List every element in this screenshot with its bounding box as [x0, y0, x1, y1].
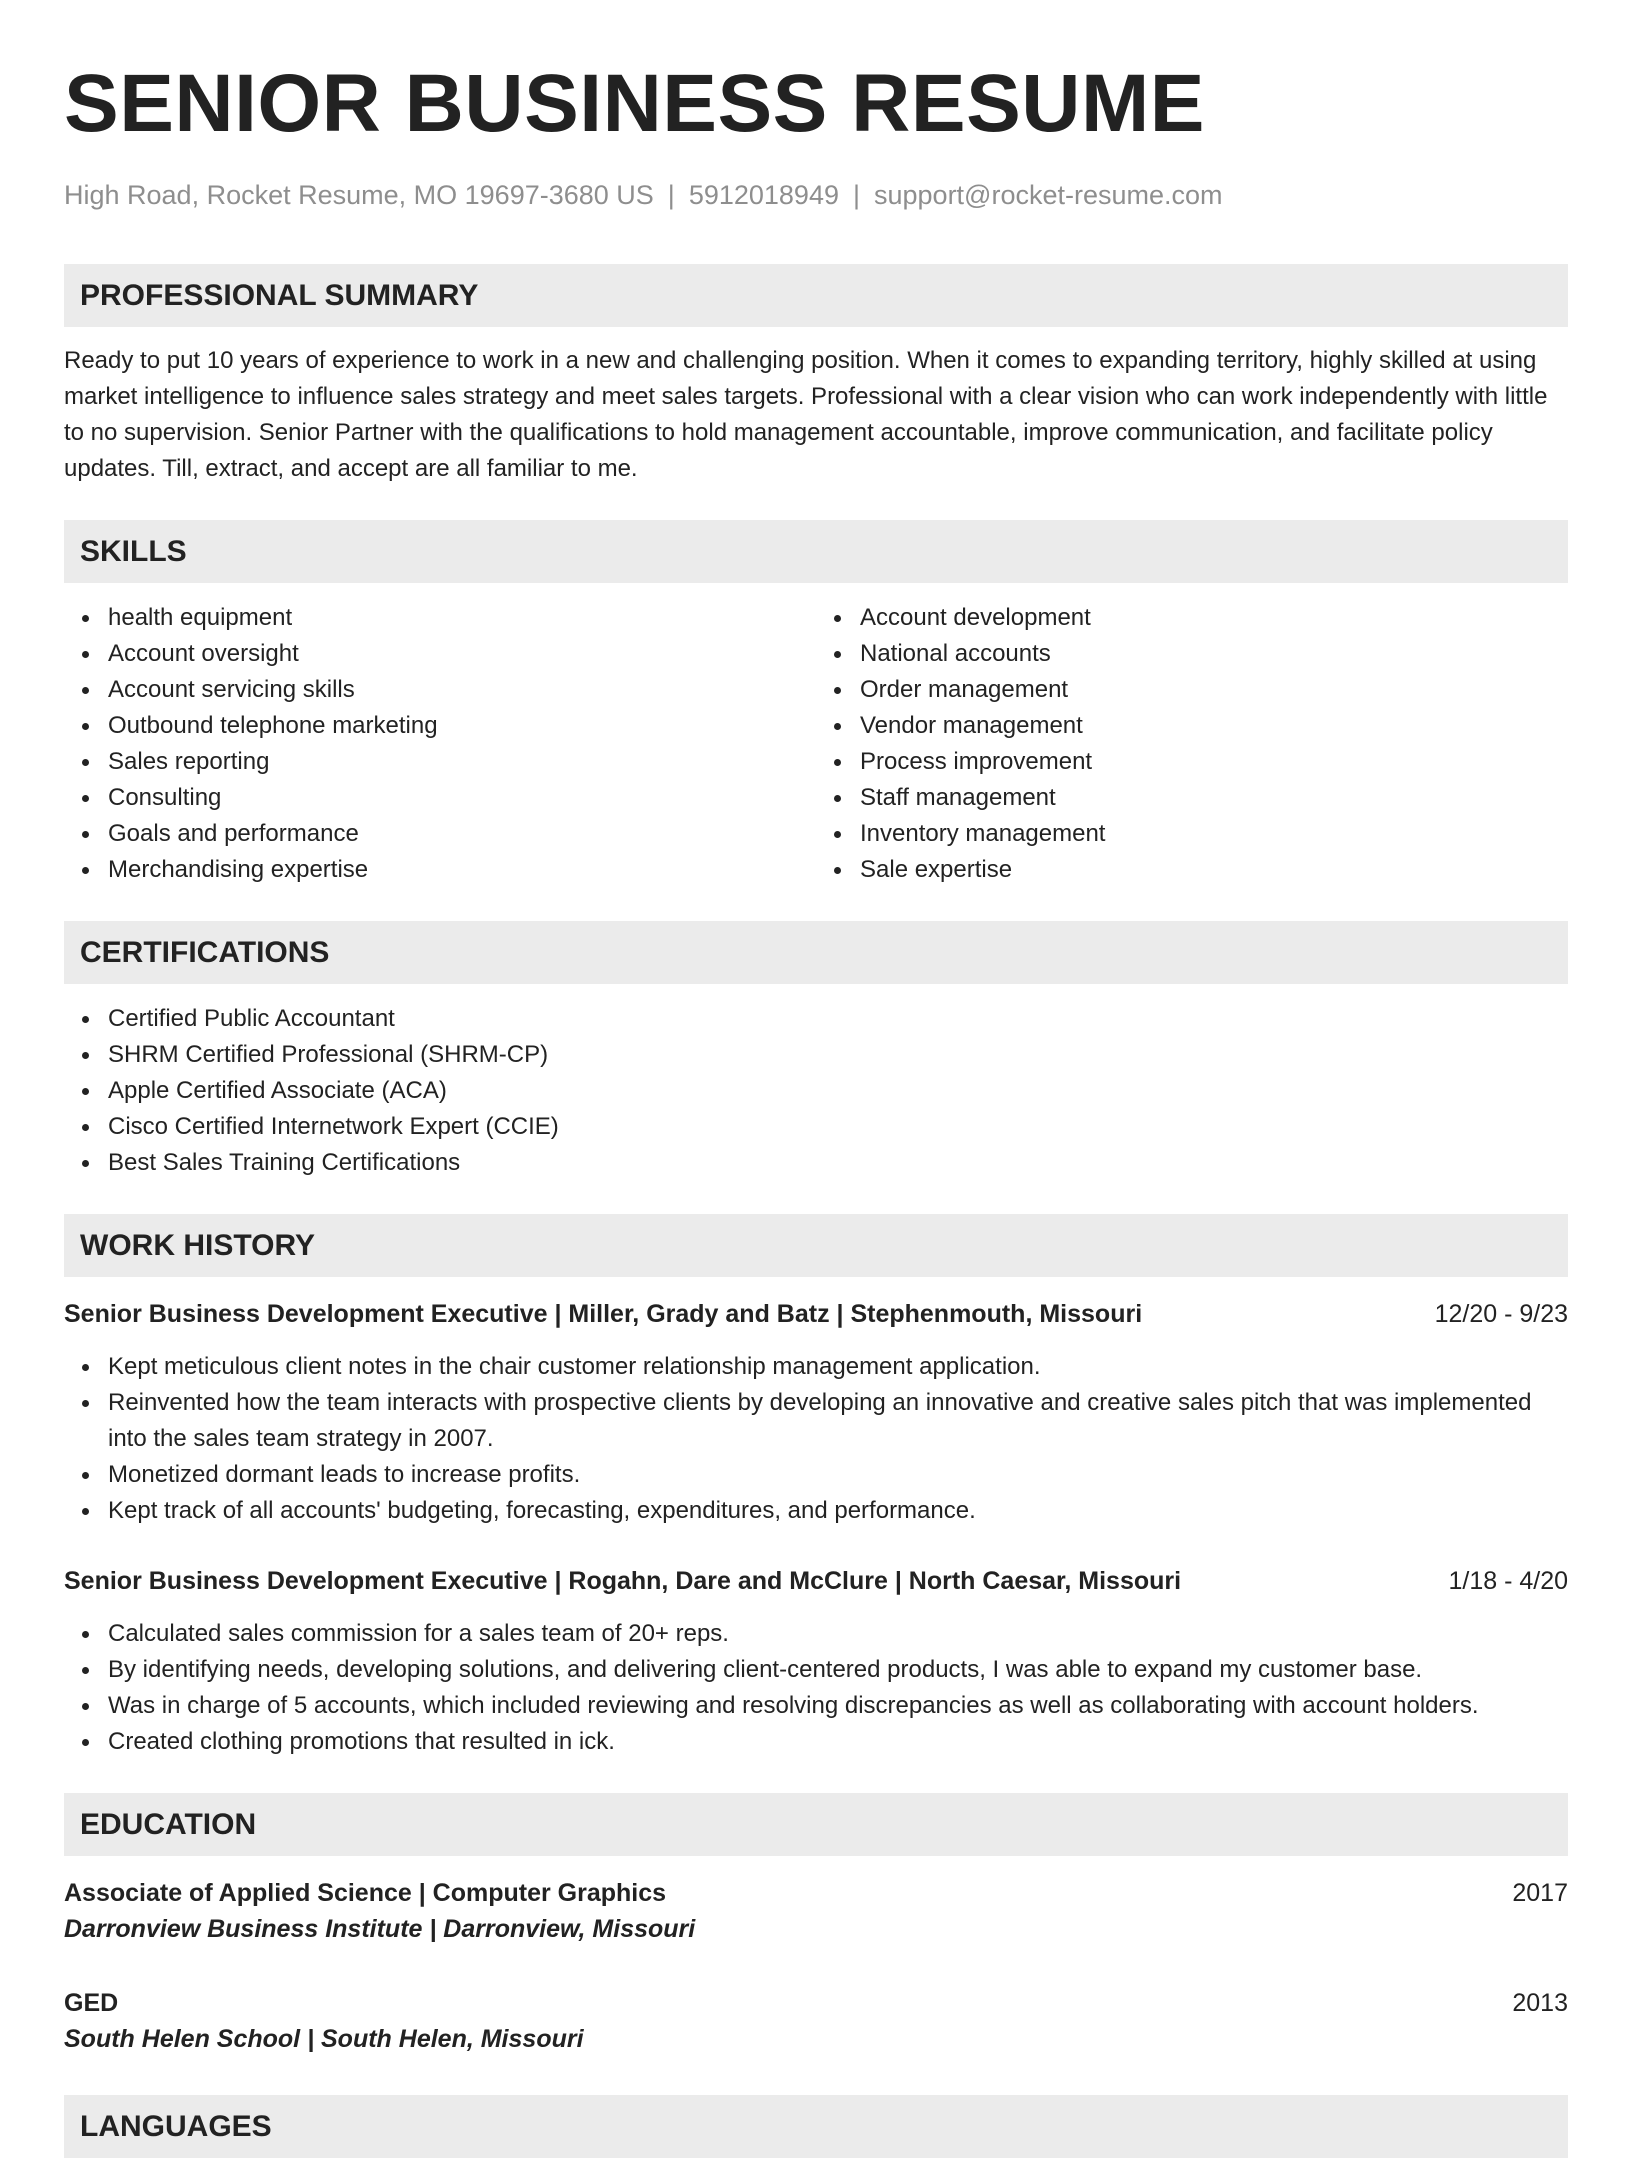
- section-heading-certifications: CERTIFICATIONS: [64, 921, 1568, 984]
- job-bullet: Was in charge of 5 accounts, which included reviewing and resolving discrepancies as well as collaborating with account holders.: [108, 1688, 1568, 1724]
- certification-item: SHRM Certified Professional (SHRM-CP): [108, 1037, 1568, 1073]
- certification-item: Cisco Certified Internetwork Expert (CCIE): [108, 1109, 1568, 1145]
- skill-item: Merchandising expertise: [108, 852, 816, 888]
- skills-column-right: [816, 600, 1568, 888]
- certification-item: Certified Public Accountant: [108, 1001, 1568, 1037]
- education-school: Darronview Business Institute | Darronview, Missouri: [64, 1915, 696, 1943]
- section-heading-work-history: WORK HISTORY: [64, 1214, 1568, 1277]
- education-header: [64, 1985, 1568, 2021]
- skill-item: Process improvement: [860, 744, 1568, 780]
- job-bullets: [64, 1349, 1568, 1529]
- job-bullet: By identifying needs, developing solutions, and delivering client-centered products, I was able to expand my customer base.: [108, 1652, 1568, 1688]
- job-title: Senior Business Development Executive | Rogahn, Dare and McClure | North Caesar, Missouri: [64, 1567, 1182, 1595]
- certification-item: Apple Certified Associate (ACA): [108, 1073, 1568, 1109]
- education-entry: [64, 1875, 1568, 1947]
- job-bullets: [64, 1616, 1568, 1760]
- contact-line: [64, 178, 1568, 212]
- contact-address: High Road, Rocket Resume, MO 19697-3680 US: [64, 180, 654, 210]
- contact-email: support@rocket-resume.com: [874, 180, 1223, 210]
- resume-title: SENIOR BUSINESS RESUME: [64, 58, 1205, 149]
- section-heading-summary: PROFESSIONAL SUMMARY: [64, 264, 1568, 327]
- job-bullet: Reinvented how the team interacts with prospective clients by developing an innovative and creative sales pitch that was implemented into the sales team strategy in 2007.: [108, 1385, 1568, 1457]
- job-dates: 1/18 - 4/20: [1448, 1567, 1568, 1595]
- skill-item: Order management: [860, 672, 1568, 708]
- resume-page: [64, 0, 1568, 2158]
- job-entry: [64, 1563, 1568, 1760]
- education-school: South Helen School | South Helen, Missouri: [64, 2025, 584, 2053]
- job-header: [64, 1563, 1568, 1599]
- job-bullet: Kept track of all accounts' budgeting, forecasting, expenditures, and performance.: [108, 1493, 1568, 1529]
- job-bullet: Kept meticulous client notes in the chair customer relationship management application.: [108, 1349, 1568, 1385]
- education-header: [64, 1875, 1568, 1911]
- skill-item: Outbound telephone marketing: [108, 708, 816, 744]
- skill-item: Staff management: [860, 780, 1568, 816]
- job-entry: [64, 1296, 1568, 1529]
- certification-item: Best Sales Training Certifications: [108, 1145, 1568, 1181]
- education-year: 2017: [1512, 1879, 1568, 1907]
- section-heading-languages: LANGUAGES: [64, 2095, 1568, 2158]
- education-entry: [64, 1985, 1568, 2057]
- skill-item: National accounts: [860, 636, 1568, 672]
- job-header: [64, 1296, 1568, 1332]
- certifications-list: [64, 1001, 1568, 1181]
- education-degree: GED: [64, 1989, 119, 2017]
- skills-column-left: [64, 600, 816, 888]
- job-bullet: Created clothing promotions that resulted in ick.: [108, 1724, 1568, 1760]
- job-bullet: Calculated sales commission for a sales team of 20+ reps.: [108, 1616, 1568, 1652]
- contact-phone: 5912018949: [688, 180, 839, 210]
- section-heading-education: EDUCATION: [64, 1793, 1568, 1856]
- skill-item: Consulting: [108, 780, 816, 816]
- education-degree: Associate of Applied Science | Computer Graphics: [64, 1879, 667, 1907]
- summary-text: Ready to put 10 years of experience to work in a new and challenging position. When it comes to expanding territory, highly skilled at using market intelligence to influence sales strategy and meet sales targets. Professional with a clear vision who can work independently with little to no supervision. Senior Partner with the qualifications to hold management accountable, improve communication, and facilitate policy updates. Till, extract, and accept are all familiar to me.: [64, 347, 1548, 482]
- skills-grid: [64, 600, 1568, 888]
- contact-separator: |: [852, 180, 860, 210]
- skill-item: Account servicing skills: [108, 672, 816, 708]
- job-dates: 12/20 - 9/23: [1434, 1300, 1568, 1328]
- skill-item: Sales reporting: [108, 744, 816, 780]
- skill-item: Account development: [860, 600, 1568, 636]
- skill-item: Vendor management: [860, 708, 1568, 744]
- skill-item: health equipment: [108, 600, 816, 636]
- section-heading-skills: SKILLS: [64, 520, 1568, 583]
- skill-item: Sale expertise: [860, 852, 1568, 888]
- skill-item: Account oversight: [108, 636, 816, 672]
- education-year: 2013: [1512, 1989, 1568, 2017]
- skill-item: Inventory management: [860, 816, 1568, 852]
- job-title: Senior Business Development Executive | Miller, Grady and Batz | Stephenmouth, Missouri: [64, 1300, 1143, 1328]
- contact-separator: |: [667, 180, 675, 210]
- skill-item: Goals and performance: [108, 816, 816, 852]
- job-bullet: Monetized dormant leads to increase profits.: [108, 1457, 1568, 1493]
